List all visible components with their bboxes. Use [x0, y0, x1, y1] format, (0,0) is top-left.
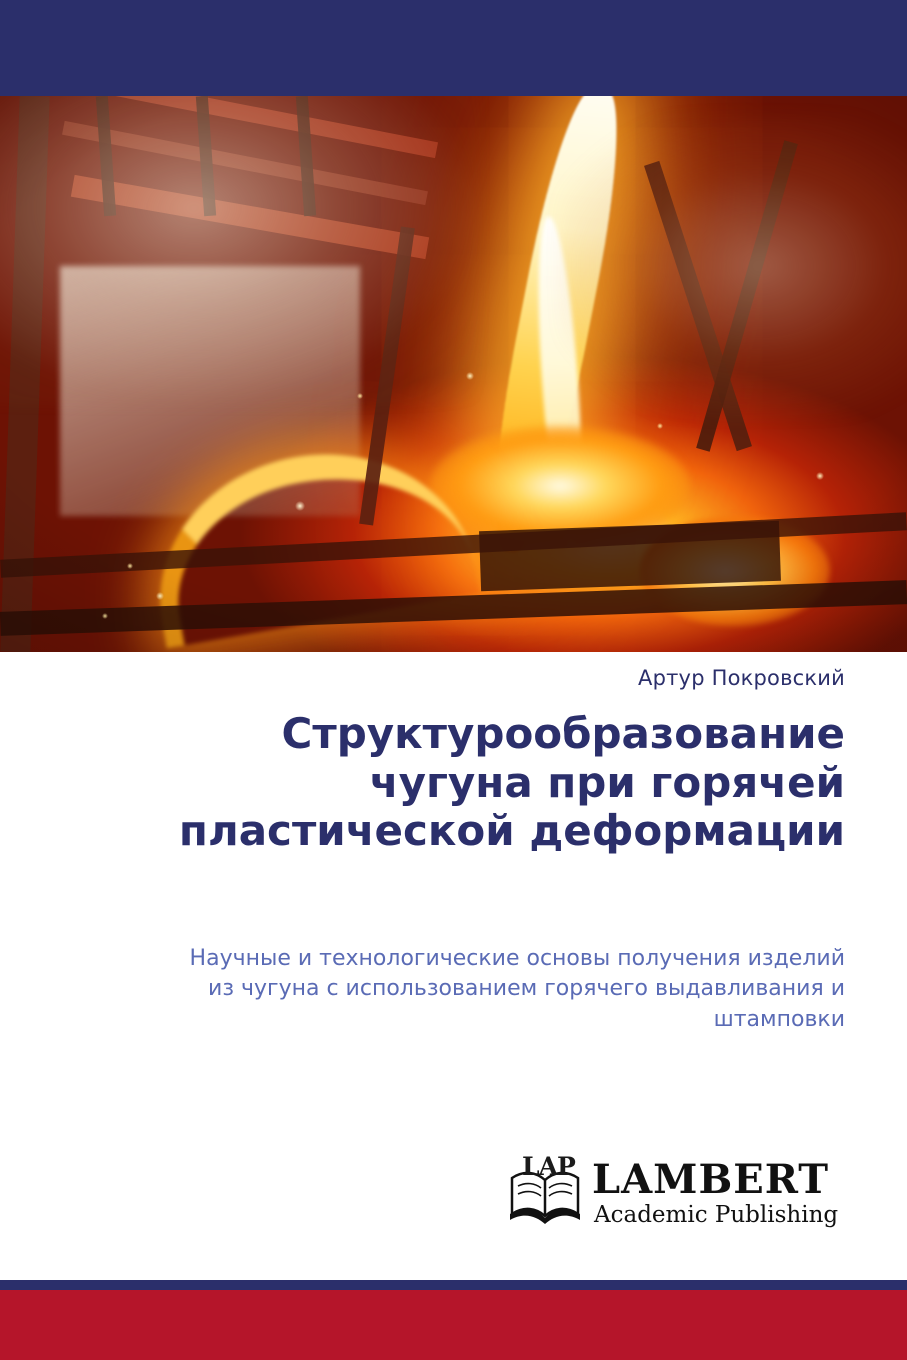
publisher-tagline: Academic Publishing [594, 1202, 839, 1228]
book-subtitle: Научные и технологические основы получения изделий из чугуна с использованием горячего выдавливания и штамповки [189, 946, 845, 1032]
author-name: Артур Покровский [638, 666, 845, 690]
publisher-name: LAMBERT [592, 1156, 830, 1203]
book-title: Структурообразование чугуна при горячей пластической деформации [178, 709, 845, 856]
cover-photo [0, 96, 907, 652]
photo-vignette [0, 96, 907, 652]
bottom-navy-band [0, 1280, 907, 1290]
top-color-band [0, 0, 907, 96]
publisher-logo [508, 1152, 848, 1238]
publisher-mark: LAP [522, 1152, 575, 1181]
cover-text-area [0, 652, 907, 1280]
bottom-red-band [0, 1290, 907, 1360]
